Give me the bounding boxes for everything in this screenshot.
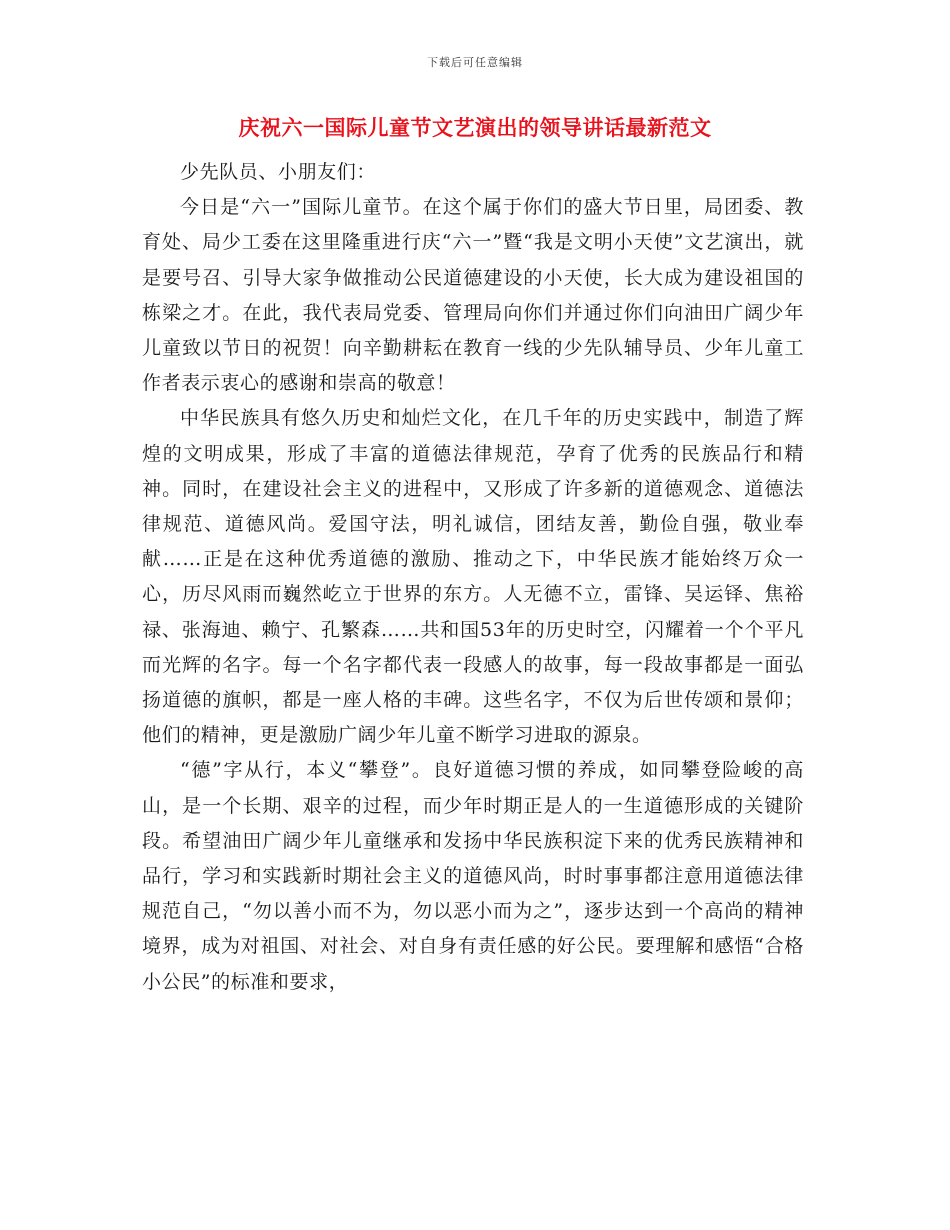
document-body (142, 155, 804, 1000)
header-note: 下载后可任意编辑 (427, 56, 523, 69)
document-title: 庆祝六一国际儿童节文艺演出的领导讲话最新范文 (238, 115, 712, 140)
paragraph-1: 今日是“六一”国际儿童节。在这个属于你们的盛大节日里，局团委、教育处、局少工委在这里隆重进行庆“六一”暨“我是文明小天使”文艺演出，就是要号召、引导大家争做推动公民道德建设的小天使，长大成为建设祖国的栋梁之才。在此，我代表局党委、管理局向你们并通过你们向油田广阔少年儿童致以节日的祝贺！向辛勤耕耘在教育一线的少先队辅导员、少年儿童工作者表示衷心的感谢和崇高的敬意！ (142, 196, 804, 395)
paragraph-3: “德”字从行，本义“攀登”。良好道德习惯的养成，如同攀登险峻的高山，是一个长期、艰辛的过程，而少年时期正是人的一生道德形成的关键阶段。希望油田广阔少年儿童继承和发扬中华民族积淀下来的优秀民族精神和品行，学习和实践新时期社会主义的道德风尚，时时事事都注意用道德法律规范自己，“勿以善小而不为，勿以恶小而为之”，逐步达到一个高尚的精神境界，成为对祖国、对社会、对自身有责任感的好公民。要理解和感悟“合格小公民”的标准和要求， (142, 759, 804, 993)
salutation: 少先队员、小朋友们： (180, 161, 377, 183)
paragraph-2: 中华民族具有悠久历史和灿烂文化，在几千年的历史实践中，制造了辉煌的文明成果，形成了丰富的道德法律规范，孕育了优秀的民族品行和精神。同时，在建设社会主义的进程中，又形成了许多新的道德观念、道德法律规范、道德风尚。爱国守法，明礼诚信，团结友善，勤俭自强，敬业奉献……正是在这种优秀道德的激励、推动之下，中华民族才能始终万众一心，历尽风雨而巍然屹立于世界的东方。人无德不立，雷锋、吴运铎、焦裕禄、张海迪、赖宁、孔繁森……共和国53年的历史时空，闪耀着一个个平凡而光辉的名字。每一个名字都代表一段感人的故事，每一段故事都是一面弘扬道德的旗帜，都是一座人格的丰碑。这些名字，不仅为后世传颂和景仰；他们的精神，更是激励广阔少年儿童不断学习进取的源泉。 (142, 407, 804, 747)
